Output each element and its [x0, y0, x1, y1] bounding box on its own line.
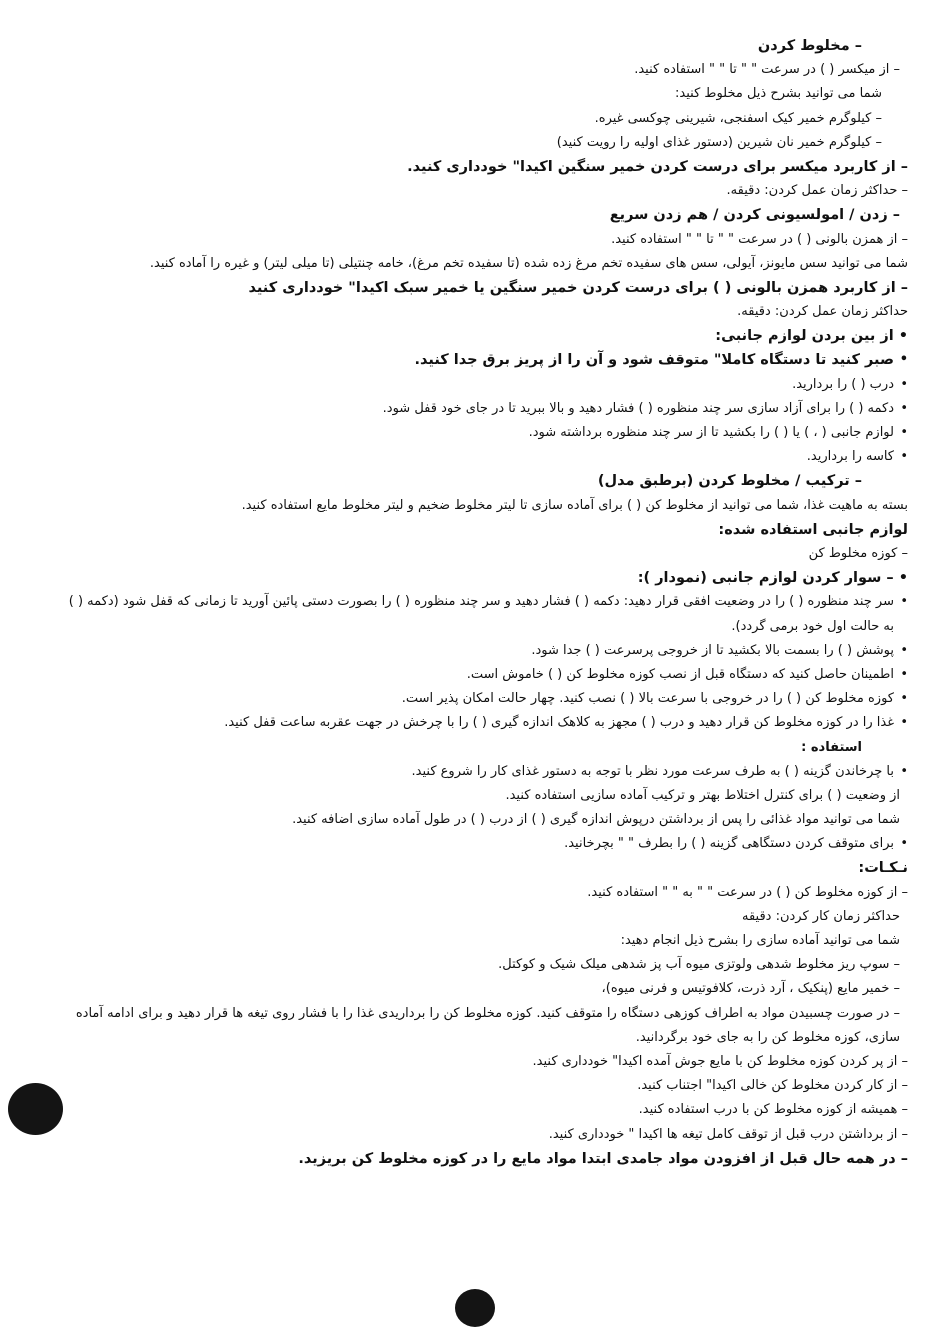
text-line: شما می توانید مواد غذائی را پس از برداشتن درپوش اندازه گیری ( ) از درب ( ) در طول آماده سازی اضافه کنید. [292, 812, 900, 828]
text-line: – از کار کردن مخلوط کن خالی اکیدا" اجتناب کنید. [637, 1078, 908, 1094]
text-line: • غذا را در کوزه مخلوط کن قرار دهید و درب ( ) مجهز به کلاهک اندازه گیری ( ) را با چرخش در جهت عقربه ساعت قفل کنید. [62, 711, 908, 735]
text-line: شما می توانید بشرح ذیل مخلوط کنید: [675, 86, 882, 102]
text-line: • لوازم جانبی ( ، ) یا ( ) را بکشید تا از سر چند منظوره برداشته شود. [62, 421, 908, 445]
text-line: – ترکیب / مخلوط کردن (برطبق مدل) [597, 473, 862, 490]
text-line: شما می توانید آماده سازی را بشرح ذیل انجام دهید: [620, 933, 900, 948]
text-line: لوازم جانبی استفاده شده: [718, 521, 908, 538]
text-line: • صبر کنید تا دستگاه کاملا" متوقف شود و آن را از پریز برق جدا کنید. [62, 348, 908, 372]
text-line: – سوپ ریز مخلوط شدهی ولوتزی میوه آب پز شدهی میلک شیک و کوکتل. [498, 957, 900, 973]
side-marker-circle [8, 1083, 63, 1135]
text-line: • دکمه ( ) را برای آزاد سازی سر چند منظوره ( ) فشار دهید و بالا ببرید تا در جای خود قفل شود. [62, 397, 908, 421]
text-line: – کوزه مخلوط کن [808, 545, 908, 561]
text-line: – در همه حال قبل از افزودن مواد جامدی ابتدا مواد مایع را در کوزه مخلوط کن بریزید. [298, 1150, 908, 1167]
text-line: – از میکسر ( ) در سرعت " " تا " " استفاده کنید. [634, 62, 900, 78]
text-line: نـکـات: [858, 860, 908, 877]
text-line: شما می توانید سس مایونز، آیولی، سس های سفیده تخم مرغ زده شده (تا سفیده تخم مرغ)، خامه چنتیلی (تا میلی لیتر) و غیره را آماده کنید. [149, 255, 908, 271]
text-line: – خمیر مایع (پنکیک ، آرد ذرت، کلافوتیس و فرنی میوه)، [601, 981, 900, 997]
text-line: بسته به ماهیت غذا، شما می توانید از مخلوط کن ( ) برای آماده سازی تا لیتر مخلوط ضخیم و لیتر مخلوط مایع استفاده کنید. [241, 497, 908, 513]
text-line: – از پر کردن کوزه مخلوط کن با مایع جوش آمده اکیدا" خودداری کنید. [532, 1053, 908, 1069]
text-line: – مخلوط کردن [757, 38, 862, 54]
text-line: – همیشه از کوزه مخلوط کن با درب استفاده کنید. [638, 1102, 908, 1118]
text-line: حداکثر زمان عمل کردن: دقیقه. [737, 304, 908, 320]
text-line: • پوشش ( ) را بسمت بالا بکشید تا از خروجی پرسرعت ( ) جدا شود. [62, 639, 908, 663]
text-line: • با چرخاندن گزینه ( ) به طرف سرعت مورد نظر با توجه به دستور غذای کار را شروع کنید. [62, 760, 908, 784]
text-line: – از برداشتن درب قبل از توقف کامل تیغه ها اکیدا " خودداری کنید. [548, 1126, 908, 1142]
text-line: از وضعیت ( ) برای کنترل اختلاط بهتر و ترکیب آماده سازیی استفاده کنید. [505, 787, 900, 803]
text-line: • – سوار کردن لوازم جانبی (نمودار ): [637, 570, 908, 587]
text-line: • از بین بردن لوازم جانبی: [715, 328, 908, 345]
text-line: • سر چند منظوره ( ) را در وضعیت افقی قرار دهید: دکمه ( ) فشار دهید و سر چند منظوره ( ) را بصورت دستی پائین آورید تا زمانی که قفل شود (دکمه ( ) به حالت اول خود برمی گردد). [62, 590, 908, 638]
text-line: حداکثر زمان کار کردن: دقیقه [741, 908, 900, 924]
text-line: – از کاربرد میکسر برای درست کردن خمیر سنگین اکیدا" خودداری کنید. [407, 158, 908, 175]
manual-page [62, 34, 908, 1171]
text-line: – در صورت چسبیدن مواد به اطراف کوزهی دستگاه را متوقف کنید. کوزه مخلوط کن را برداریدی غذا را با فشار روی تیغه ها قرار دهید و برای ادامه آماده سازی، کوزه مخلوط کن را به جای خود برگردانید. [75, 1005, 900, 1045]
text-line: استفاده : [801, 739, 862, 755]
text-line: – کیلوگرم خمیر کیک اسفنجی، شیرینی چوکسی غیره. [594, 110, 882, 126]
text-line: – کیلوگرم خمیر نان شیرین (دستور غذای اولیه را رویت کنید) [556, 134, 882, 150]
page-marker-circle [455, 1289, 495, 1327]
text-line: – از کوزه مخلوط کن ( ) در سرعت " " به " " استفاده کنید. [587, 884, 908, 900]
text-line: • درب ( ) را بردارید. [62, 373, 908, 397]
text-line: – زدن / امولسیونی کردن / هم زدن سریع [609, 207, 900, 224]
text-line: • کاسه را بردارید. [62, 445, 908, 469]
text-line: – از همزن بالونی ( ) در سرعت " " تا " " استفاده کنید. [611, 231, 908, 247]
text-line: – از کاربرد همزن بالونی ( ) برای درست کردن خمیر سنگین یا خمیر سبک اکیدا" خودداری کنید [248, 279, 908, 296]
text-line: – حداکثر زمان عمل کردن: دقیقه. [726, 183, 908, 199]
text-line: • کوزه مخلوط کن ( ) را در خروجی با سرعت بالا ( ) نصب کنید. چهار حالت امکان پذیر است. [62, 687, 908, 711]
text-line: • اطمینان حاصل کنید که دستگاه قبل از نصب کوزه مخلوط کن ( ) خاموش است. [62, 663, 908, 687]
text-line: • برای متوقف کردن دستگاهی گزینه ( ) را بطرف " " بچرخانید. [62, 832, 908, 856]
